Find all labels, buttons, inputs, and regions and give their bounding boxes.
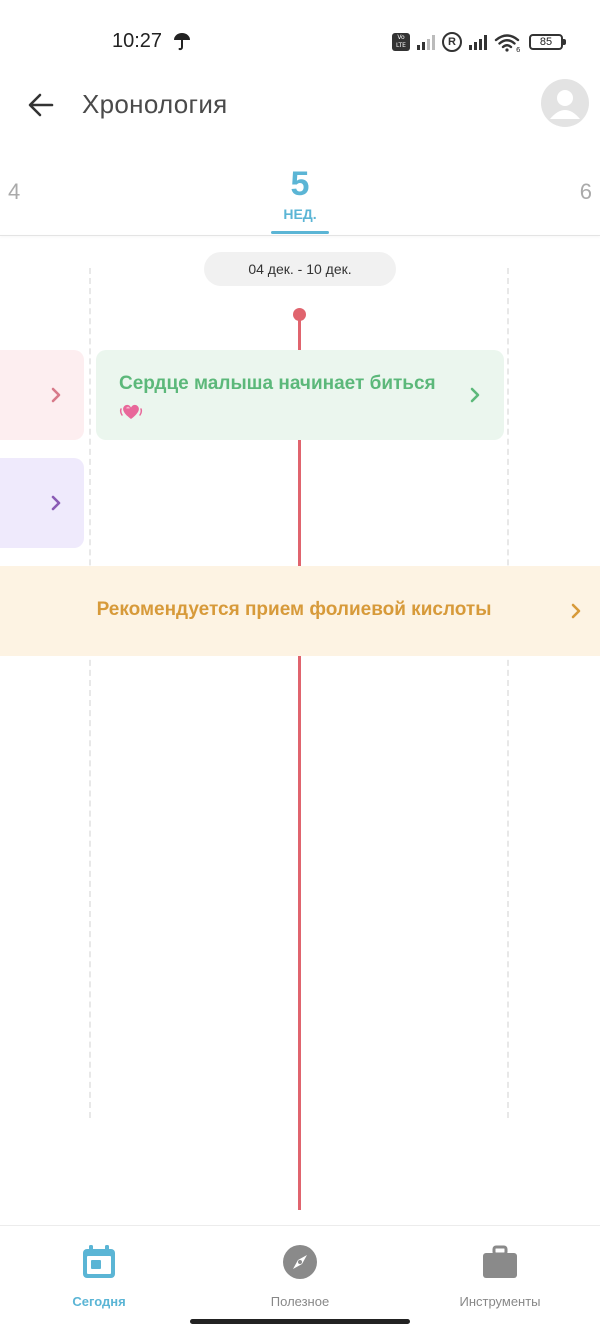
status-bar [0,0,600,80]
home-indicator[interactable] [190,1319,410,1324]
page-title: Хронология [82,89,228,119]
timeline-card-heartbeat[interactable] [96,350,504,440]
timeline-guide-left [89,268,91,1118]
banner-text: Рекомендуется прием фолиевой кислоты [96,599,492,620]
signal-icon-sim2 [469,34,487,50]
status-time: 10:27 [112,30,163,52]
week-prev[interactable]: 4 [8,179,21,204]
nav-label-useful: Полезное [270,1294,330,1309]
nav-tools[interactable] [425,1244,575,1309]
chevron-right-icon [48,386,64,404]
roaming-icon: R [442,32,462,52]
week-indicator [271,231,329,234]
signal-icon-sim1 [417,34,435,50]
chevron-right-icon [467,386,483,404]
beating-heart-icon [119,400,143,422]
week-number: 5 [290,165,310,203]
nav-useful[interactable] [225,1244,375,1309]
timeline-now-dot [293,308,306,321]
svg-text:6: 6 [516,46,521,52]
nav-today[interactable] [24,1244,174,1309]
calendar-icon [81,1244,117,1280]
week-current[interactable] [260,164,340,222]
volte-icon: Vo LTE [392,33,410,51]
chevron-right-icon [48,494,64,512]
chevron-right-icon [568,602,584,620]
battery-level: 85 [529,34,563,50]
card-heartbeat-text: Сердце малыша начинает биться [119,373,436,394]
timeline-card-pink[interactable] [0,350,84,440]
week-label: НЕД. [283,206,317,222]
nav-label-today: Сегодня [72,1294,126,1309]
date-range-pill: 04 дек. - 10 дек. [204,252,396,286]
wifi-icon [494,32,522,52]
back-arrow-icon[interactable] [26,90,56,120]
battery-icon [529,34,566,50]
week-next[interactable]: 6 [579,179,592,204]
timeline-guide-right [507,268,509,1118]
divider [0,235,600,236]
timeline-card-purple[interactable] [0,458,84,548]
avatar[interactable] [541,79,589,127]
bottom-nav [0,1225,600,1333]
status-icons [392,31,566,53]
umbrella-icon [172,31,192,51]
nav-label-tools: Инструменты [459,1294,541,1309]
folic-acid-banner[interactable] [0,566,600,656]
user-icon [541,79,589,127]
timeline-line [298,314,301,1210]
compass-icon [282,1244,318,1280]
briefcase-icon [482,1244,518,1280]
